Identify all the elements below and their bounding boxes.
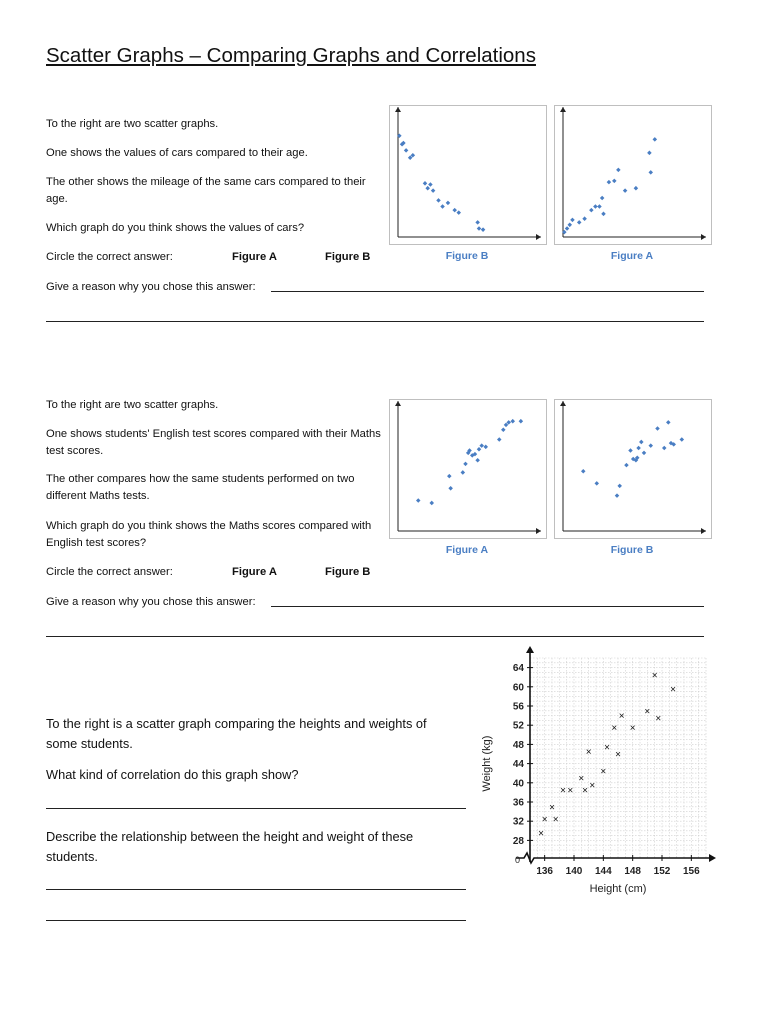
data-point: × — [629, 723, 636, 735]
data-point: × — [644, 706, 651, 718]
data-point — [428, 182, 433, 187]
s3-intro: To the right is a scatter graph comparing the heights and weights of some students. — [46, 716, 427, 751]
data-point — [461, 470, 466, 475]
data-point: × — [582, 785, 588, 797]
data-point — [617, 484, 622, 489]
data-point — [456, 210, 461, 215]
data-point — [425, 186, 430, 191]
figure-1-caption: Figure B — [445, 250, 489, 262]
data-point — [666, 420, 671, 425]
page-title: Scatter Graphs – Comparing Graphs and Correlations — [46, 44, 536, 67]
data-point — [436, 198, 441, 203]
data-point — [440, 204, 445, 209]
data-point: × — [600, 766, 607, 778]
y-tick-label: 44 — [512, 759, 524, 771]
x-tick-label: 140 — [565, 866, 583, 877]
data-point — [593, 204, 598, 209]
s3-answer-line-2[interactable] — [46, 889, 466, 890]
data-point — [589, 208, 594, 213]
data-point: × — [538, 828, 544, 840]
data-point: × — [578, 773, 585, 785]
data-point — [483, 445, 488, 450]
figure-4-frame — [554, 399, 712, 539]
data-point — [577, 220, 582, 225]
data-point — [477, 226, 482, 231]
data-point: × — [567, 785, 574, 797]
data-point — [429, 501, 434, 506]
data-point — [582, 216, 587, 221]
data-point — [477, 447, 482, 452]
data-point — [615, 493, 620, 498]
s1-intro: To the right are two scatter graphs. — [46, 118, 219, 130]
s2-intro: To the right are two scatter graphs. — [46, 399, 219, 411]
data-point — [570, 218, 575, 223]
data-point — [423, 181, 428, 186]
x-tick-label: 156 — [682, 866, 700, 877]
data-point: × — [549, 802, 555, 814]
y-tick-label: 64 — [512, 663, 524, 675]
data-point: × — [552, 814, 559, 826]
figure-4-scatter — [555, 400, 711, 538]
height-weight-scatter — [476, 663, 716, 902]
data-point: × — [618, 711, 625, 723]
s1-reason-label: Give a reason why you chose this answer: — [46, 281, 256, 293]
figure-1-frame — [389, 105, 547, 245]
figure-3-scatter — [390, 400, 546, 538]
data-point — [680, 437, 685, 442]
data-point — [662, 446, 667, 451]
y-tick-label: 56 — [512, 701, 524, 713]
x-axis-arrow — [701, 528, 706, 534]
figure-3-frame — [389, 399, 547, 539]
data-point — [648, 443, 653, 448]
y-tick-label: 32 — [512, 816, 524, 828]
data-point: × — [560, 785, 566, 797]
origin-label: 0 — [514, 855, 520, 865]
y-tick-label: 36 — [512, 797, 524, 809]
data-point — [463, 462, 468, 467]
s2-line2: One shows students' English test scores compared with their Maths test scores. — [46, 428, 381, 457]
figure-2-scatter — [555, 106, 711, 244]
s1-reason-line-2[interactable] — [46, 321, 704, 322]
data-point — [565, 226, 570, 231]
y-axis-arrow — [526, 646, 534, 653]
x-tick-label: 152 — [653, 866, 671, 877]
x-axis-arrow — [709, 854, 716, 862]
y-axis-label: Weight (kg) — [481, 735, 493, 792]
data-point — [634, 186, 639, 191]
figure-2-frame — [554, 105, 712, 245]
x-tick-label: 144 — [594, 866, 612, 877]
s2-line3: The other compares how the same students performed on two different Maths tests. — [46, 473, 355, 502]
s3-answer-line-1[interactable] — [46, 808, 466, 809]
data-point — [628, 448, 633, 453]
x-axis-arrow — [701, 234, 706, 240]
data-point — [519, 419, 524, 424]
data-point — [481, 227, 486, 232]
data-point — [623, 188, 628, 193]
data-point — [475, 220, 480, 225]
data-point — [497, 437, 502, 442]
s2-reason-line-2[interactable] — [46, 636, 704, 637]
data-point — [624, 463, 629, 468]
data-point — [501, 427, 506, 432]
s2-circle-label: Circle the correct answer: — [46, 566, 173, 578]
data-point: × — [585, 747, 592, 759]
x-axis-label: Height (cm) — [589, 883, 647, 895]
y-tick-label: 48 — [512, 739, 524, 751]
data-point — [475, 458, 480, 463]
data-point — [600, 196, 605, 201]
s3-question-1: What kind of correlation do this graph show? — [46, 767, 299, 782]
data-point — [452, 208, 457, 213]
data-point — [597, 204, 602, 209]
data-point — [510, 419, 515, 424]
data-point: × — [611, 723, 618, 735]
data-point — [416, 498, 421, 503]
y-tick-label: 52 — [512, 720, 524, 732]
s1-circle-label: Circle the correct answer: — [46, 251, 173, 263]
y-axis-arrow — [560, 401, 566, 406]
y-axis-arrow — [395, 401, 401, 406]
s1-question: Which graph do you think shows the values of cars? — [46, 222, 305, 234]
data-point — [639, 440, 644, 445]
data-point — [616, 168, 621, 173]
figure-2-caption: Figure A — [610, 250, 654, 262]
s2-reason-line-1[interactable] — [271, 606, 704, 607]
data-point — [636, 446, 641, 451]
s2-reason-label: Give a reason why you chose this answer: — [46, 596, 256, 608]
y-tick-label: 60 — [512, 682, 524, 694]
s3-question-2: Describe the relationship between the height and weight of these students. — [46, 829, 414, 864]
data-point — [647, 151, 652, 156]
data-point — [479, 443, 484, 448]
data-point — [601, 212, 606, 217]
data-point: × — [541, 814, 548, 826]
y-axis-arrow — [560, 107, 566, 112]
s1-reason-line-1[interactable] — [271, 291, 704, 292]
figure-4-caption: Figure B — [610, 544, 654, 556]
x-axis-arrow — [536, 528, 541, 534]
y-axis-arrow — [395, 107, 401, 112]
figure-3-caption: Figure A — [445, 544, 489, 556]
data-point — [404, 148, 409, 153]
s2-option-b[interactable]: Figure B — [325, 566, 371, 578]
x-tick-label: 136 — [536, 866, 554, 877]
data-point — [642, 451, 647, 456]
data-point — [648, 170, 653, 175]
data-point — [581, 469, 586, 474]
data-point — [594, 481, 599, 486]
figure-1-scatter — [390, 106, 546, 244]
data-point: × — [655, 713, 662, 725]
y-tick-label: 40 — [512, 778, 524, 790]
height-weight-chart — [476, 663, 716, 902]
s1-option-b[interactable]: Figure B — [325, 251, 371, 263]
s2-option-a[interactable]: Figure A — [232, 566, 277, 578]
data-point — [447, 474, 452, 479]
data-point: × — [615, 749, 621, 761]
s1-line3: The other shows the mileage of the same cars compared to their age. — [46, 176, 366, 205]
data-point: × — [651, 670, 658, 682]
data-point — [655, 426, 660, 431]
y-tick-label: 28 — [512, 835, 524, 847]
data-point: × — [589, 780, 596, 792]
data-point — [612, 179, 617, 184]
s2-question: Which graph do you think shows the Maths scores compared with English test scores? — [46, 520, 372, 549]
s1-line2: One shows the values of cars compared to their age. — [46, 147, 308, 159]
data-point — [446, 201, 451, 206]
s1-option-a[interactable]: Figure A — [232, 251, 277, 263]
data-point — [567, 223, 572, 228]
data-point: × — [604, 742, 610, 754]
data-point — [653, 137, 658, 142]
x-tick-label: 148 — [624, 866, 642, 877]
data-point — [448, 486, 453, 491]
data-point — [431, 188, 436, 193]
data-point — [607, 180, 612, 185]
s3-answer-line-3[interactable] — [46, 920, 466, 921]
data-point: × — [670, 684, 676, 696]
x-axis-arrow — [536, 234, 541, 240]
